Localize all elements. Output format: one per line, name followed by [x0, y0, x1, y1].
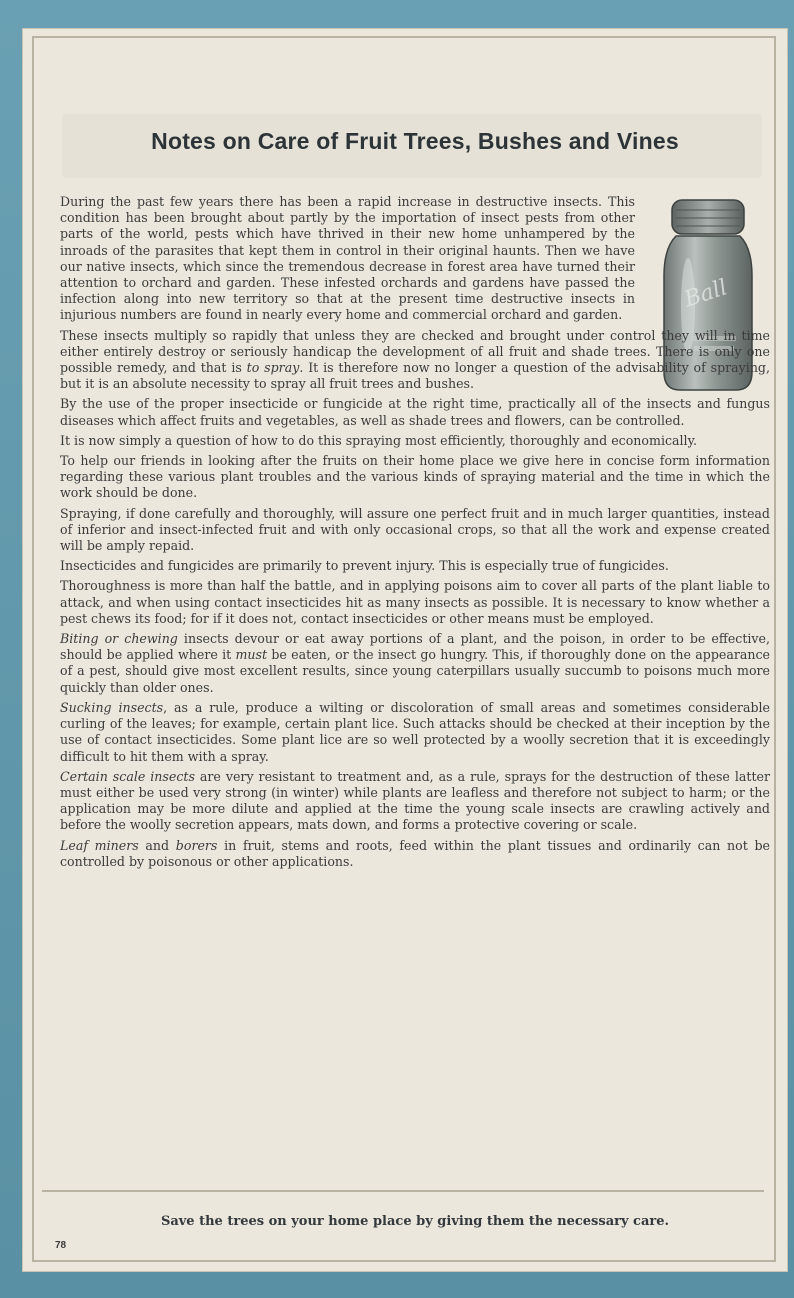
- footer-divider: [42, 1190, 764, 1192]
- text-run: During the past few years there has been a rapid increase in destructive insects. This condition has been brought about partly by the importation of insect pests from other parts of the world, pests which have thrived in their new home unhampered by the inroads of the parasites that kept them in control in their original haunts. Then we have our native insects, which since the tremendous decrease in forest area have turned their attention to orchard and garden. These infested orchards and gardens have passed the infection along into new territory so that at the present time destructive insects in injurious numbers are found in nearly every home and commercial orchard and garden.: [60, 194, 635, 323]
- paragraph: [60, 396, 770, 428]
- italic-term: Certain scale insects: [60, 768, 195, 784]
- text-run: It is now simply a question of how to do this spraying most efficiently, thoroughly and economically.: [60, 432, 698, 448]
- italic-term: Sucking insects: [60, 699, 164, 715]
- text-run: . It is therefore now no longer a question of the advisability of spraying, but it is an absolute necessity to spray all fruit trees and bushes.: [60, 360, 770, 392]
- paragraph: [60, 631, 770, 696]
- paragraph: [60, 433, 770, 449]
- paragraph: [60, 194, 635, 324]
- text-run: , as a rule, produce a wilting or discoloration of small areas and sometimes considerable curling of the leaves; for example, certain plant lice. Such attacks should be checked at their inception by the use of contact insecticides. Some plant lice are so well protected by a woolly secretion that it is exceedingly difficult to hit them with a spray.: [60, 699, 770, 764]
- paragraph: [60, 558, 770, 574]
- paragraph: [60, 506, 770, 555]
- italic-term: Leaf miners: [60, 837, 139, 853]
- page-number: 78: [55, 1240, 67, 1251]
- italic-term: to spray: [246, 360, 300, 376]
- paragraph: [60, 700, 770, 765]
- text-run: and: [138, 837, 176, 853]
- text-run: Insecticides and fungicides are primarily to prevent injury. This is especially true of fungicides.: [60, 558, 669, 574]
- text-run: By the use of the proper insecticide or fungicide at the right time, practically all of the insects and fungus diseases which affect fruits and vegetables, as well as shade trees and flowers, can be controlled.: [60, 396, 770, 428]
- text-run: be eaten, or the insect go hungry. This, if thoroughly done on the appearance of a pest, should give most excellent results, since young caterpillars usually succumb to poisons much more quickly than older ones.: [60, 647, 770, 695]
- text-run: in fruit, stems and roots, feed within the plant tissues and ordinarily can not be controlled by poisonous or other applications.: [60, 837, 770, 869]
- text-run: These insects multiply so rapidly that unless they are checked and brought under control they will in time either entirely destroy or seriously handicap the development of all fruit and shade trees. There is only one possible remedy, and that is: [60, 327, 770, 376]
- footer-slogan: Save the trees on your home place by giving them the necessary care.: [160, 1214, 670, 1229]
- paragraph: [60, 769, 770, 834]
- text-run: Spraying, if done carefully and thoroughly, will assure one perfect fruit and in much larger quantities, instead of inferior and insect-infected fruit and with only occasional crops, so that all the work and expense created will be amply repaid.: [60, 505, 770, 554]
- italic-term: Biting or chewing: [60, 631, 178, 647]
- jar-brand-label: Ball: [681, 275, 731, 313]
- italic-term: must: [235, 647, 268, 663]
- text-run: are very resistant to treatment and, as a rule, sprays for the destruction of these latter must either be used very strong (in winter) while plants are leafless and therefore not subject to harm; or the application may be more dilute and applied at the time the young scale insects are crawling actively and before the woolly secretion appears, mats down, and forms a protective covering or scale.: [60, 768, 770, 833]
- text-run: To help our friends in looking after the fruits on their home place we give here in concise form information regarding these various plant troubles and the various kinds of spraying material and the time in which the work should be done.: [60, 453, 770, 501]
- text-run: Thoroughness is more than half the battle, and in applying poisons aim to cover all parts of the plant liable to attack, and when using contact insecticides hit as many insects as possible. It is necessary to know whether a pest chews its food; for if it does not, contact insecticides or other means must be employed.: [60, 578, 770, 626]
- article-body: [60, 194, 770, 874]
- text-run: insects devour or eat away portions of a plant, and the poison, in order to be effective, should be applied where it: [60, 631, 770, 663]
- page-title: Notes on Care of Fruit Trees, Bushes and Vines: [151, 128, 679, 154]
- paragraph: [60, 838, 770, 870]
- paragraph: [60, 453, 770, 502]
- paragraph: [60, 328, 770, 393]
- italic-term: borers: [175, 837, 218, 853]
- paragraph: [60, 578, 770, 627]
